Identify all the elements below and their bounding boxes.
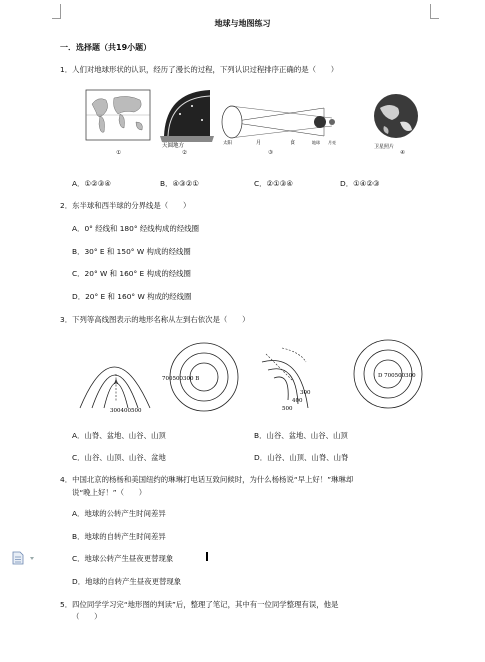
- q2-option-d[interactable]: D．20° E 和 160° W 构成的经线圈: [72, 292, 192, 301]
- question-3-stem: 3．下列等高线图表示的地形名称从左到右依次是（ ）: [60, 315, 250, 324]
- contour-map-1: [80, 367, 150, 408]
- q4-option-c[interactable]: C．地球公转产生昼夜更替现象: [72, 554, 174, 563]
- question-5-stem-line1: 5．四位同学学习完“地形图的判读”后，整理了笔记，其中有一位同学整理有误，他是: [60, 600, 339, 609]
- question-1-figure: [84, 84, 424, 166]
- label-d-values: D 700500300: [378, 373, 416, 379]
- q4-option-b[interactable]: B．地球的自转产生时间差异: [72, 532, 166, 541]
- q1-option-d[interactable]: D．①④②③: [340, 179, 380, 188]
- label-c-500: 500: [282, 406, 293, 412]
- eclipse-diagram: [222, 106, 335, 138]
- chevron-down-icon: [30, 557, 34, 560]
- question-4-stem-line1: 4．中国北京的杨杨和美国纽约的琳琳打电话互致问候时，为什么杨杨说“早上好！”琳琳却: [60, 475, 354, 484]
- label-moon2: 月亮: [328, 140, 336, 145]
- q3-option-b[interactable]: B．山谷、盆地、山谷、山顶: [254, 431, 348, 440]
- section-heading: 一．选择题（共19小题）: [60, 43, 152, 52]
- document-title: 地球与地图练习: [214, 19, 271, 28]
- label-heaven-sphere: 天圆地方: [162, 143, 185, 149]
- satellite-earth-image: [374, 94, 418, 138]
- question-1-stem: 1．人们对地球形状的认识，经历了漫长的过程，下列认识过程排序正确的是（ ）: [60, 65, 339, 74]
- q4-option-a[interactable]: A．地球的公转产生时间差异: [72, 509, 166, 518]
- crop-mark-top-left: [52, 4, 61, 19]
- question-5-stem-line2: （ ）: [72, 612, 102, 621]
- label-earth: 地球: [312, 140, 320, 145]
- label-sun: 太阳: [223, 141, 232, 146]
- label-c-400: 400: [292, 398, 303, 404]
- q1-option-b[interactable]: B．④③②①: [160, 179, 199, 188]
- q3-option-d[interactable]: D．山谷、山顶、山脊、山脊: [254, 453, 349, 462]
- q1-caption-1: ①: [116, 150, 121, 156]
- q1-option-c[interactable]: C．②①③④: [254, 179, 294, 188]
- label-moon: 月: [256, 140, 262, 146]
- q1-caption-3: ③: [268, 150, 273, 156]
- label-b-values: 700500300 B: [162, 376, 200, 382]
- q2-option-a[interactable]: A．0° 经线和 180° 经线构成的经线圈: [72, 224, 199, 233]
- q3-option-a[interactable]: A．山脊、盆地、山谷、山顶: [72, 431, 166, 440]
- crop-mark-top-right: [430, 4, 439, 19]
- question-4-stem-line2: 说“晚上好！”（ ）: [72, 488, 147, 497]
- q2-option-c[interactable]: C．20° W 和 160° E 构成的经线圈: [72, 269, 191, 278]
- label-c-300: 300: [300, 390, 311, 396]
- label-eclipse: 食: [290, 140, 296, 146]
- q1-option-a[interactable]: A．①②③④: [72, 179, 111, 188]
- heaven-dome-image: [160, 90, 214, 142]
- q2-option-b[interactable]: B．30° E 和 150° W 构成的经线圈: [72, 247, 191, 256]
- question-3-contour-figure: [70, 332, 440, 418]
- q3-option-c[interactable]: C．山谷、山顶、山谷、盆地: [72, 453, 166, 462]
- text-cursor: [206, 552, 208, 561]
- q1-caption-2: ②: [182, 150, 187, 156]
- label-a: A: [114, 379, 119, 386]
- question-2-stem: 2．东半球和西半球的分界线是（ ）: [60, 201, 191, 210]
- q4-option-d[interactable]: D．地球的自转产生昼夜更替现象: [72, 577, 182, 586]
- world-map-image: [86, 90, 150, 140]
- document-icon[interactable]: [12, 551, 40, 565]
- label-left-values: 300400500: [110, 408, 142, 414]
- q1-caption-4: ④: [400, 150, 405, 156]
- label-satellite: 卫星照片: [374, 144, 395, 150]
